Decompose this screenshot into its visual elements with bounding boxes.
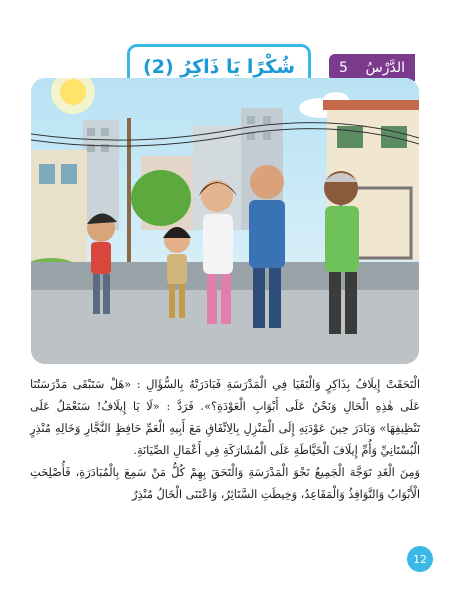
story-illustration xyxy=(31,78,419,364)
page-number: 12 xyxy=(413,552,427,566)
story-paragraph-2: وَمِنَ الْغَدِ تَوَجَّهَ الْجَمِيعُ نَحْوَ الْمَدْرَسَةِ وَالْتَحَقَ بِهِمْ كُلُّ مَنْ سَمِعَ بِالْمُبَادَرَةِ، فَأُصْلِحَتِ الْأَبْوَابُ وَالنَّوَافِذُ وَالْمَقَاعِدُ، وَخِيطَتِ السَّتَائِرُ، وَاعْتَنَى الْخَالُ مُنْذِرٌ xyxy=(30,466,420,501)
street-scene-image xyxy=(31,78,419,364)
story-text xyxy=(30,374,420,506)
lesson-tab xyxy=(329,54,415,81)
story-paragraph-1: الْتَحَقَتْ إِيلَافُ بِذَاكِرٍ وَالْتَقَيَا فِي الْمَدْرَسَةِ فَبَادَرَتْهُ بِالسُّؤَالِ : «هَلْ سَتَبْقَى مَدْرَسَتُنَا عَلَى هٰذِهِ الْحَالِ وَنَحْنُ عَلَى أَبْوَابِ الْعَوْدَةِ؟». فَرَدَّ : «لَا يَا إِيلَافُ! سَنَعْمَلُ عَلَى تَنْظِيفِهَا» وَبَادَرَ حِينَ عَوْدَتِهِ إِلَى الْمَنْزِلِ بِالِاتِّفَاقِ مَعَ أَبِيهِ الْعَمِّ حَافِظٍ النَّجَّارِ وَخَالِهِ مُنْذِرٍ الْبُسْتَانِيِّ وَأُمِّ إِيلَافَ الْخَيَّاطَةِ عَلَى الْمُشَارَكَةِ فِي أَعْمَالِ الصِّيَانَةِ. xyxy=(30,378,420,457)
page-number-badge xyxy=(407,546,433,572)
lesson-label: الدَّرْسُ xyxy=(365,59,405,76)
lesson-number: 5 xyxy=(339,59,348,76)
lesson-title: شُكْرًا يَا ذَاكِرُ (2) xyxy=(143,56,295,78)
